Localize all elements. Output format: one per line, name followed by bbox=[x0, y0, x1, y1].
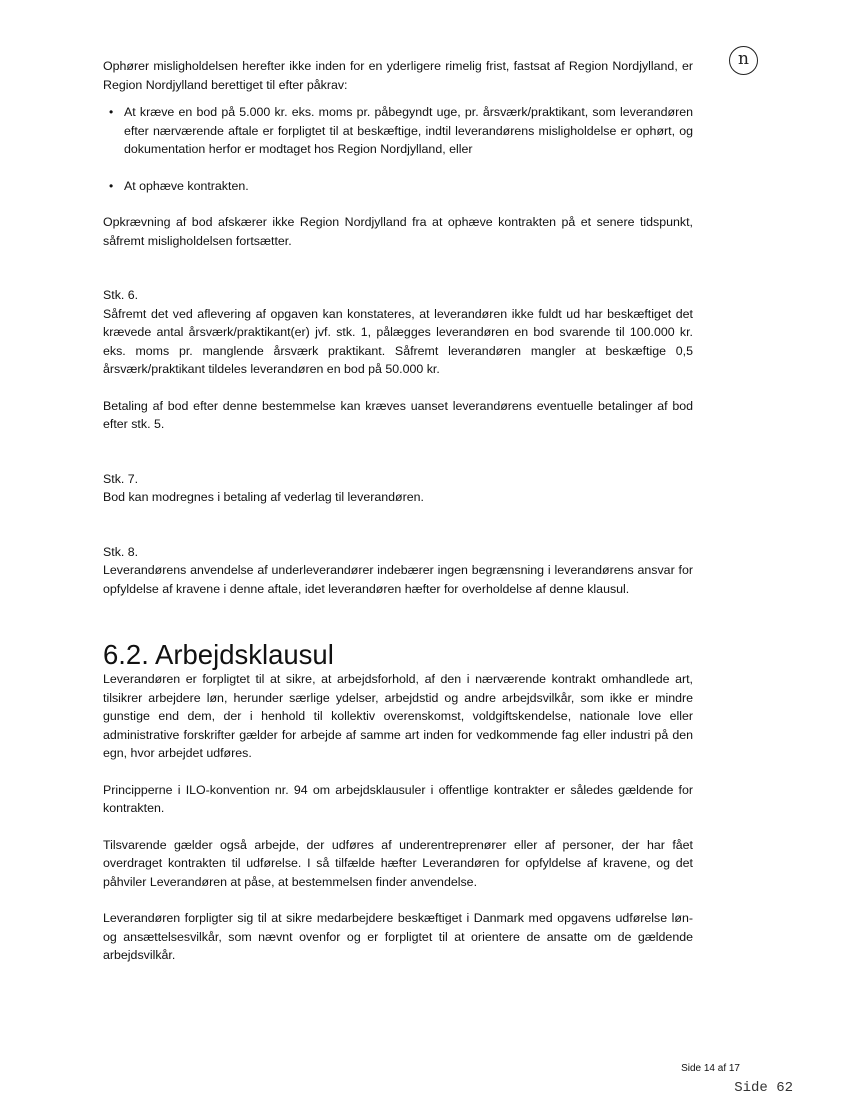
section-paragraph-2: Principperne i ILO-konvention nr. 94 om arbejdsklausuler i offentlige kontrakter er således gældende for kontrakten. bbox=[103, 782, 693, 815]
section-heading: 6.2. Arbejdsklausul bbox=[103, 639, 334, 670]
stk6-paragraph: Såfremt det ved aflevering af opgaven kan konstateres, at leverandøren ikke fuldt ud har beskæftiget det krævede antal årsværk/praktikant(er) jvf. stk. 1, pålægges leverandøren en bod svarende til 100.000 kr. eks. moms pr. manglende årsværk praktikant. Såfremt leverandøren mangler at beskæftige 0,5 årsværk/praktikant tildeles leverandøren en bod på 50.000 kr. bbox=[103, 306, 693, 376]
stk8-label: Stk. 8. bbox=[103, 544, 139, 559]
stk8-paragraph: Leverandørens anvendelse af underleverandører indebærer ingen begrænsning i leverandørens ansvar for opfyldelse af kravene i denne aftale, idet leverandøren hæfter for overholdelse af denne klausul. bbox=[103, 563, 693, 596]
section-paragraph-3: Tilsvarende gælder også arbejde, der udføres af underentreprenører eller af personer, der har fået overdraget kontrakten til udførelse. I så tilfælde hæfter Leverandøren for opfyldelse af kravene, og det påhviler Leverandøren at påse, at bestemmelsen finder anvendelse. bbox=[103, 837, 693, 889]
stk6-paragraph-2: Betaling af bod efter denne bestemmelse kan kræves uanset leverandørens eventuelle betalinger af bod efter stk. 5. bbox=[103, 398, 693, 431]
bullet-list bbox=[103, 103, 693, 195]
document-body bbox=[103, 57, 693, 965]
intro-paragraph: Ophører misligholdelsen herefter ikke inden for en yderligere rimelig frist, fastsat af Region Nordjylland, er Region Nordjylland berettiget til efter påkrav: bbox=[103, 59, 693, 92]
section-paragraph-4: Leverandøren forpligter sig til at sikre medarbejdere beskæftiget i Danmark med opgavens udførelse løn- og ansættelsesvilkår, som nævnt ovenfor og er forpligtet til at orientere de ansatte om de gældende arbejdsvilkår. bbox=[103, 911, 693, 962]
stk6-label: Stk. 6. bbox=[103, 288, 139, 302]
logo-letter: n bbox=[738, 48, 749, 69]
page-number: Side 14 af 17 bbox=[681, 1063, 740, 1074]
side-stamp: Side 62 bbox=[734, 1080, 793, 1096]
stk7-paragraph: Bod kan modregnes i betaling af vederlag til leverandøren. bbox=[103, 490, 424, 504]
section-paragraph-1: Leverandøren er forpligtet til at sikre, at arbejdsforhold, af den i nærværende kontrakt omhandlede art, tilsikrer arbejdere løn, herunder særlige ydelser, arbejdstid og andre arbejdsvilkår, som ikke er mindre gunstige end dem, der i henhold til kollektiv overenskomst, voldgiftskendelse, nationale love eller administrative forskrifter gælder for arbejde af samme art inden for vedkommende fag eller industri på den egn, hvor arbejdet udføres. bbox=[103, 672, 693, 760]
bullet-item: • At kræve en bod på 5.000 kr. eks. moms pr. påbegyndt uge, pr. årsværk/praktikant, som leverandøren efter nærværende aftale er forpligtet til at beskæftige, indtil leverandørens misligholdelse er ophørt, og dokumentation herfor er modtaget hos Region Nordjylland, eller bbox=[103, 103, 693, 159]
logo-icon bbox=[729, 46, 758, 75]
after-bullets-paragraph: Opkrævning af bod afskærer ikke Region Nordjylland fra at ophæve kontrakten på et senere tidspunkt, såfremt misligholdelsen fortsætter. bbox=[103, 215, 693, 248]
bullet-item: • At ophæve kontrakten. bbox=[103, 177, 693, 196]
stk7-label: Stk. 7. bbox=[103, 471, 139, 486]
